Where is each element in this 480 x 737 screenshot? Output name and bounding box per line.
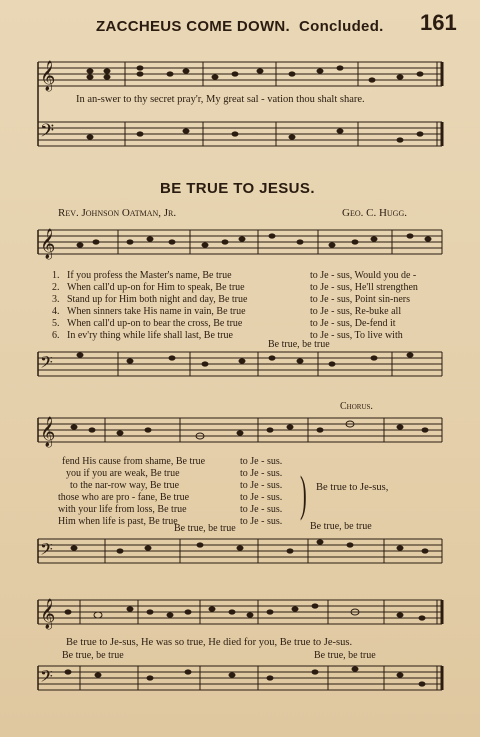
continuation-line-end: to Je - sus. [240, 492, 283, 503]
svg-text:𝄢: 𝄢 [40, 668, 53, 690]
continuation-line: you if you are weak, Be true [66, 468, 180, 479]
verse-line-end: to Je - sus, Re-buke all [310, 306, 402, 317]
verse-line-end: to Je - sus, Point sin-ners [310, 294, 410, 305]
svg-text:𝄢: 𝄢 [40, 120, 55, 145]
final-lyric: Be true to Je-sus, He was so true, He died for you, Be true to Je-sus. [66, 637, 353, 648]
chorus-bass-staff [0, 533, 480, 573]
continuation-line: those who are pro - fane, Be true [58, 492, 190, 503]
continuation-line-end: to Je - sus. [240, 516, 283, 527]
top-system-notation [0, 50, 480, 170]
verse-line-end: to Je - sus, Would you de - [310, 270, 417, 281]
continuation-line: Him when life is past, Be true [58, 516, 178, 527]
continuation-line-end: to Je - sus. [240, 480, 283, 491]
bass-echo: Be true, be true [174, 523, 236, 534]
verse-line: 3. Stand up for Him both night and day, Be true [52, 294, 248, 305]
running-title: ZACCHEUS COME DOWN. Concluded. [96, 18, 384, 35]
continuation-line-end: to Je - sus. [240, 456, 283, 467]
verse-line-end: to Je - sus, De-fend it [310, 318, 396, 329]
lyric-brace: ) [300, 465, 307, 521]
verse-treble-staff [0, 222, 480, 268]
chorus-words: Be true to Je-sus, [316, 482, 389, 493]
verse-line-end: to Je - sus, To live with [310, 330, 403, 341]
continuation-line: fend His cause from shame, Be true [62, 456, 206, 467]
continuation-line: with your life from loss, Be true [58, 504, 187, 515]
verse-bass-staff [0, 346, 480, 386]
svg-text:𝄢: 𝄢 [40, 541, 53, 563]
verse-line: 6. In ev'ry thing while life shall last, Be true [52, 330, 233, 341]
song-title: BE TRUE TO JESUS. [160, 180, 315, 197]
bass-echo: Be true, be true [62, 650, 124, 661]
svg-text:𝄞: 𝄞 [40, 229, 56, 258]
bass-echo: Be true, be true [310, 521, 372, 532]
continuation-line: to the nar-row way, Be true [70, 480, 180, 491]
svg-text:𝄞: 𝄞 [40, 599, 56, 628]
verse-line: 5. When call'd up-on to bear the cross, Be true [52, 318, 243, 329]
verse-line: 4. When sinners take His name in vain, Be true [52, 306, 246, 317]
svg-text:𝄞: 𝄞 [40, 417, 56, 446]
svg-text:𝄞: 𝄞 [40, 61, 56, 90]
verse-line: 1. If you profess the Master's name, Be true [52, 270, 232, 281]
continuation-line-end: to Je - sus. [240, 468, 283, 479]
verse-line-end: to Je - sus, He'll strengthen [310, 282, 418, 293]
bass-echo: Be true, be true [268, 339, 330, 350]
final-bass-staff [0, 660, 480, 700]
svg-text:𝄢: 𝄢 [40, 354, 53, 376]
author-credit: Rev. Johnson Oatman, Jr. [58, 207, 177, 219]
continuation-line-end: to Je - sus. [240, 504, 283, 515]
composer-credit: Geo. C. Hugg. [342, 207, 407, 219]
chorus-label: Chorus. [340, 401, 373, 412]
verse-line: 2. When call'd up-on for Him to speak, Be true [52, 282, 245, 293]
top-lyric: In an-swer to thy secret pray'r, My great sal - vation thou shalt share. [76, 94, 365, 105]
chorus-treble-staff [0, 410, 480, 454]
page-number: 161 [420, 10, 457, 35]
bass-echo: Be true, be true [314, 650, 376, 661]
final-treble-staff [0, 592, 480, 636]
